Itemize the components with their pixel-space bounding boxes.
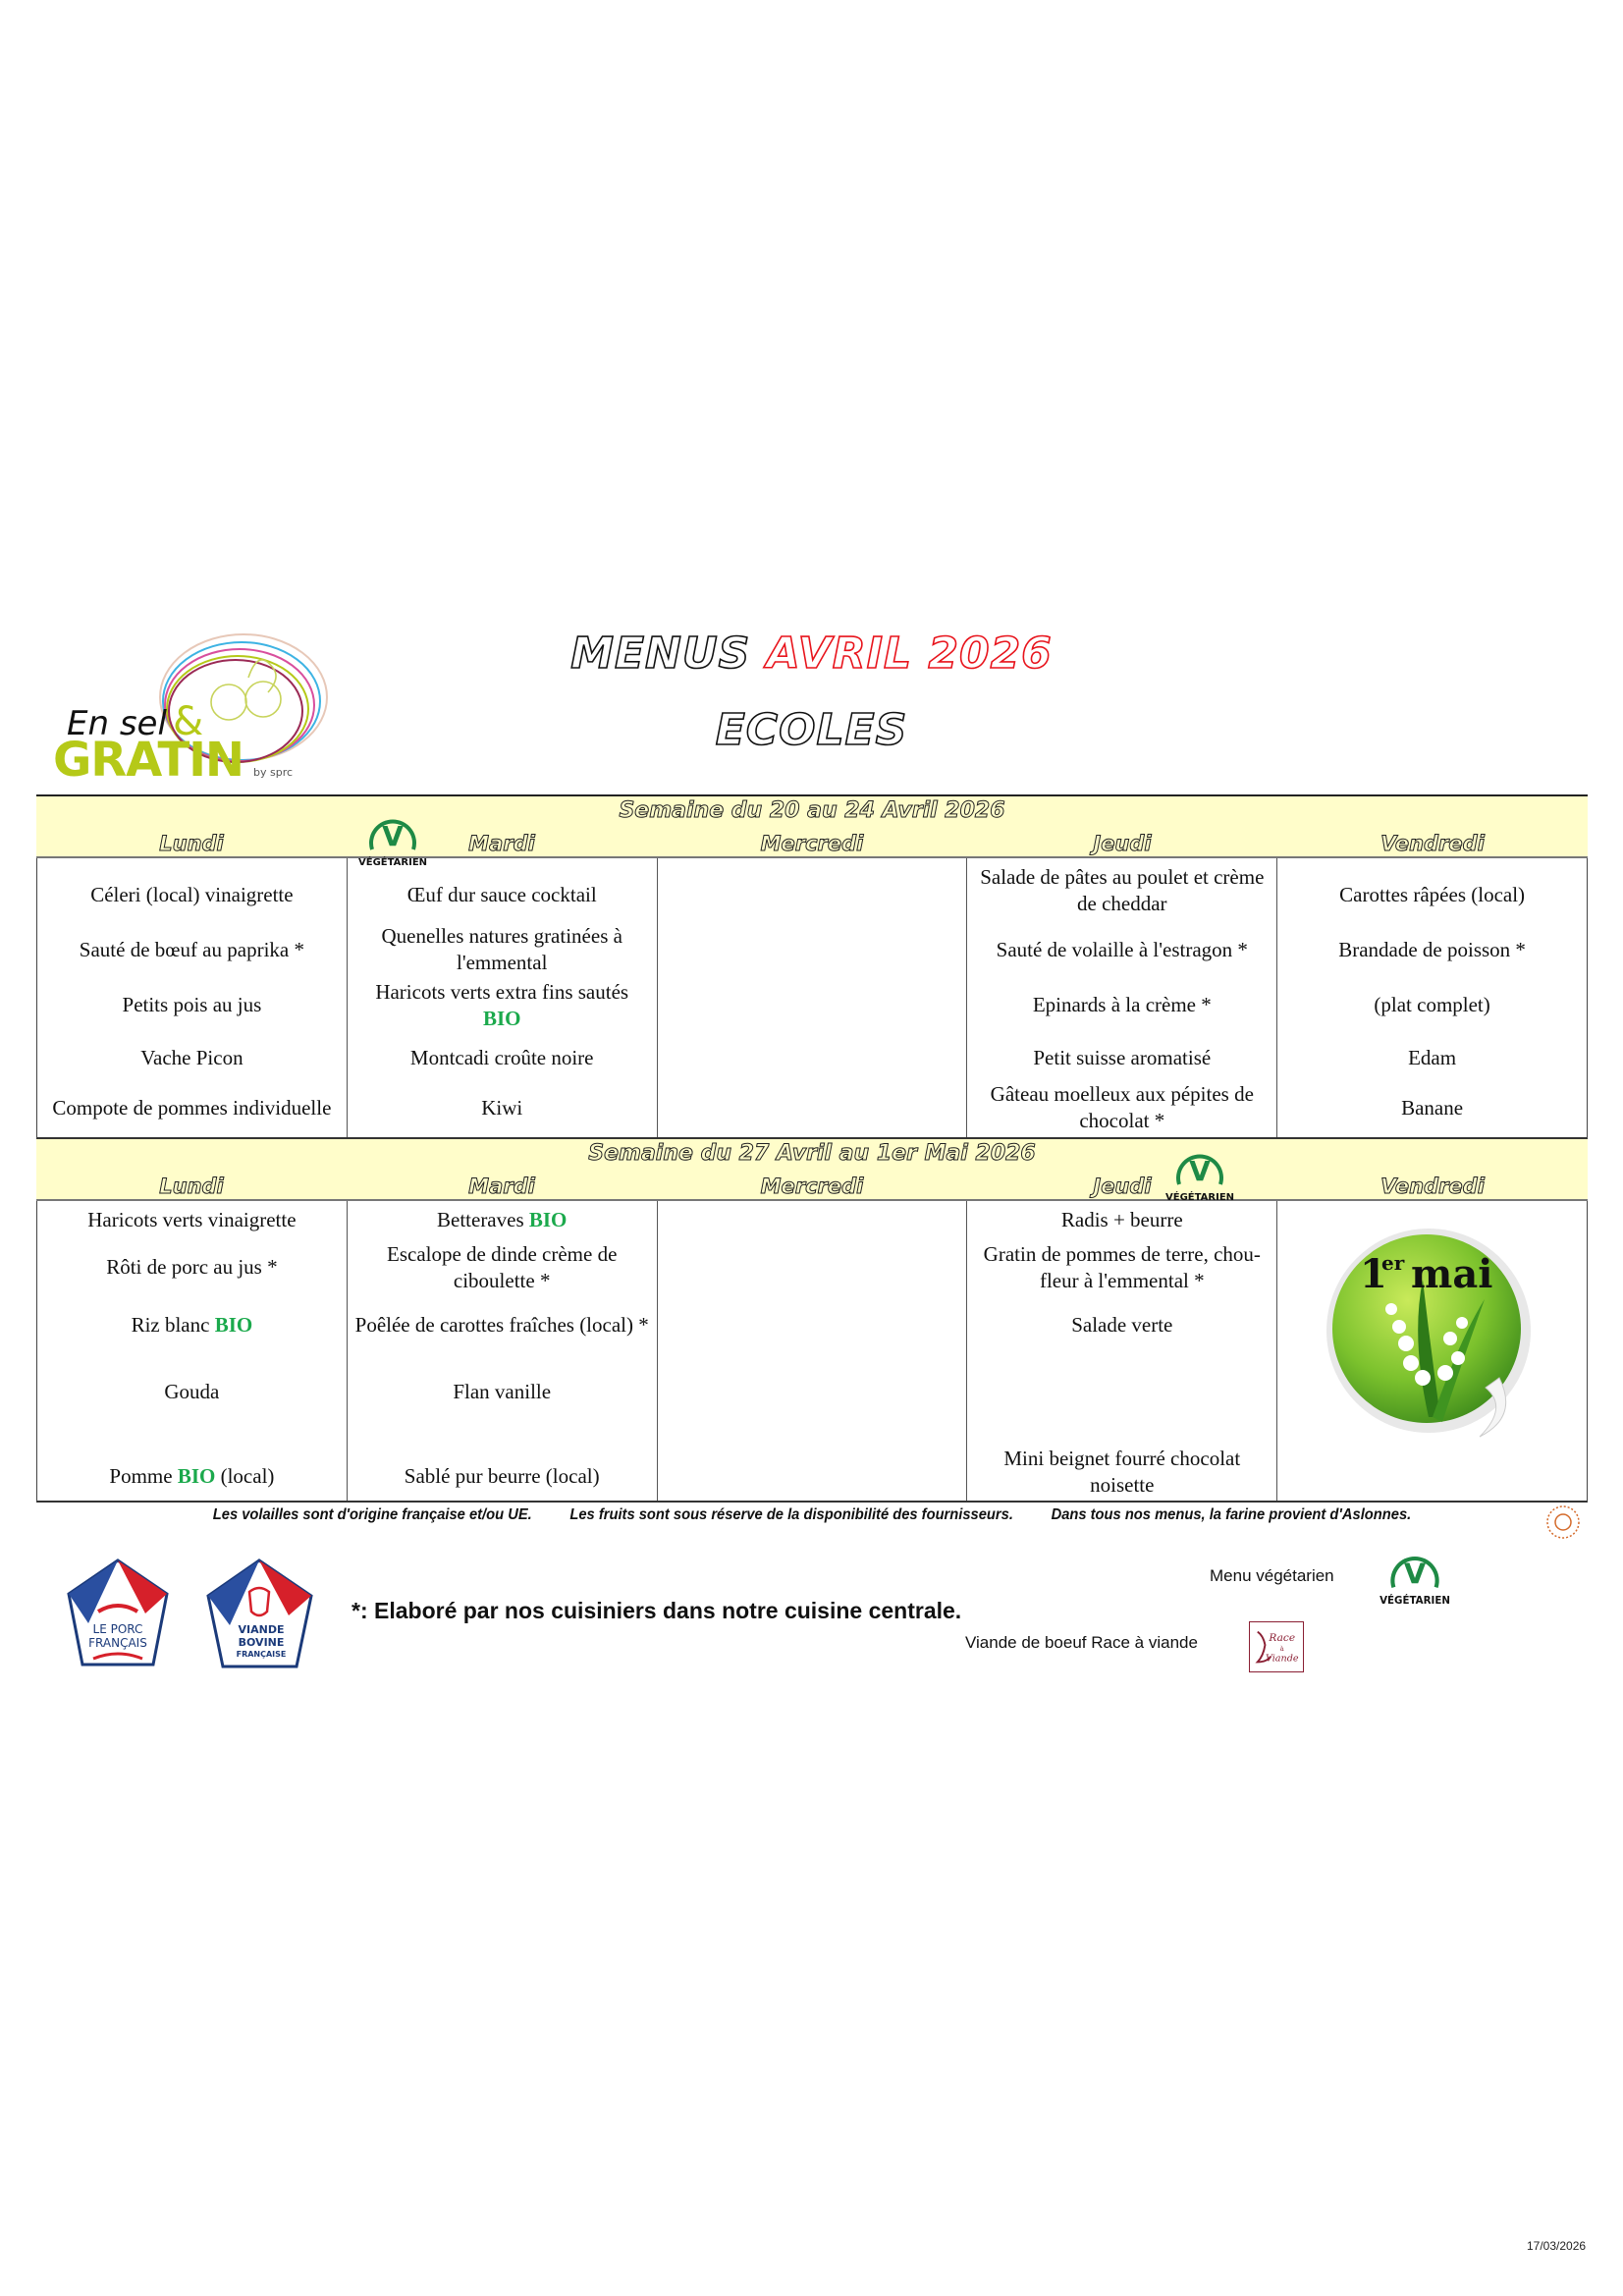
svg-text:1: 1: [1360, 1251, 1388, 1297]
dish: Céleri (local) vinaigrette: [90, 882, 294, 906]
dish-text: Pomme: [109, 1463, 173, 1488]
vegetarian-legend-icon: [1380, 1543, 1450, 1606]
menu-day-jeudi: [967, 1201, 1277, 1501]
dish: Flan vanille: [453, 1379, 552, 1403]
dish: Sablé pur beurre (local): [404, 1463, 600, 1488]
week-2-body: [36, 1201, 1588, 1503]
svg-text:LE PORC: LE PORC: [92, 1622, 143, 1636]
svg-text:V: V: [1403, 1557, 1427, 1591]
dish: Rôti de porc au jus *: [106, 1254, 278, 1279]
day-mercredi: Mercredi: [760, 1175, 864, 1198]
dish-suffix: (local): [220, 1463, 275, 1488]
dish: Sauté de volaille à l'estragon *: [996, 937, 1248, 961]
svg-text:GRATIN: GRATIN: [53, 733, 244, 788]
svg-text:FRANÇAIS: FRANÇAIS: [88, 1636, 147, 1650]
race-a-viande-legend-label: Viande de boeuf Race à viande: [965, 1633, 1198, 1652]
day-vendredi: Vendredi: [1380, 1175, 1485, 1198]
dish-text: Haricots verts extra fins sautés: [375, 980, 629, 1004]
dish: Sauté de bœuf au paprika *: [79, 937, 304, 961]
1er-mai-holiday-badge-icon: [1313, 1221, 1548, 1451]
menu-day-vendredi: [1277, 1201, 1587, 1501]
aslonnes-stamp-icon: [1543, 1503, 1583, 1542]
svg-text:V: V: [382, 820, 404, 852]
dish: Quenelles natures gratinées à l'emmental: [381, 924, 622, 974]
dish: Escalope de dinde crème de ciboulette *: [387, 1242, 618, 1292]
dish: Kiwi: [481, 1095, 523, 1120]
footnote-fruits: Les fruits sont sous réserve de la disponibilité des fournisseurs.: [569, 1506, 1013, 1523]
week-2-title: Semaine du 27 Avril au 1er Mai 2026: [588, 1141, 1036, 1166]
page-title: [0, 629, 1623, 679]
dish: Brandade de poisson *: [1338, 937, 1526, 961]
day-lundi: Lundi: [159, 832, 224, 855]
title-prefix: MENUS: [570, 629, 751, 679]
bio-label: BIO: [177, 1463, 216, 1488]
svg-text:FRANÇAISE: FRANÇAISE: [236, 1650, 287, 1659]
menu-day-mardi: [348, 858, 658, 1137]
dish: [352, 1205, 653, 1234]
svg-text:VÉGÉTARIEN: VÉGÉTARIEN: [1380, 1594, 1450, 1606]
day-mercredi: Mercredi: [760, 832, 864, 855]
dish: Radis + beurre: [1060, 1207, 1183, 1231]
dish: Gâteau moelleux aux pépites de chocolat *: [990, 1082, 1254, 1132]
bio-label: BIO: [482, 1007, 521, 1030]
day-lundi: Lundi: [159, 1175, 224, 1198]
week-2-header: [36, 1139, 1588, 1201]
bio-label: BIO: [214, 1312, 253, 1337]
dish: Montcadi croûte noire: [409, 1045, 594, 1069]
svg-text:En sel: En sel: [67, 704, 167, 743]
svg-text:Race: Race: [1269, 1632, 1296, 1645]
dish: Gouda: [164, 1379, 220, 1403]
svg-text:BOVINE: BOVINE: [238, 1636, 285, 1649]
menu-day-mercredi: [658, 1201, 968, 1501]
dish: [971, 1372, 1272, 1411]
document-date: 17/03/2026: [1527, 2239, 1587, 2253]
dish: Compote de pommes individuelle: [52, 1095, 332, 1120]
footnotes: [98, 1506, 1526, 1524]
dish: Poêlée de carottes fraîches (local) *: [354, 1312, 649, 1337]
menu-day-mardi: [348, 1201, 658, 1501]
dish: [352, 978, 653, 1033]
svg-text:VÉGÉTARIEN: VÉGÉTARIEN: [358, 857, 427, 867]
svg-text:by sprc: by sprc: [253, 766, 294, 779]
title-month: AVRIL 2026: [766, 629, 1053, 679]
week-1-header: [36, 794, 1588, 867]
footnote-farine: Dans tous nos menus, la farine provient d'Aslonnes.: [1051, 1506, 1412, 1523]
dish: Salade verte: [1071, 1312, 1173, 1337]
dish: Petit suisse aromatisé: [1033, 1045, 1212, 1069]
dish: Banane: [1401, 1095, 1464, 1120]
svg-text:er: er: [1381, 1251, 1405, 1275]
dish: Haricots verts vinaigrette: [87, 1207, 297, 1231]
dish: Vache Picon: [140, 1045, 243, 1069]
race-a-viande-logo: [1249, 1621, 1304, 1672]
week-1-body: [36, 858, 1588, 1139]
menu-day-vendredi: [1277, 858, 1587, 1137]
day-jeudi: Jeudi: [1093, 832, 1152, 855]
dish: [41, 1297, 343, 1352]
dish: Epinards à la crème *: [1032, 992, 1212, 1016]
day-vendredi: Vendredi: [1380, 832, 1485, 855]
bio-label: BIO: [528, 1207, 568, 1231]
svg-text:Viande: Viande: [1265, 1653, 1299, 1665]
footnote-volailles: Les volailles sont d'origine française et/ou UE.: [212, 1506, 532, 1523]
page-subtitle: ECOLES: [715, 705, 908, 755]
viande-bovine-francaise-logo: [198, 1555, 321, 1672]
menu-vegetarien-legend-label: Menu végétarien: [1210, 1566, 1334, 1585]
elabore-note: *: Elaboré par nos cuisiniers dans notre cuisine centrale.: [352, 1598, 962, 1623]
dish: Salade de pâtes au poulet et crème de cheddar: [980, 865, 1265, 915]
svg-text:VIANDE: VIANDE: [238, 1623, 285, 1636]
svg-text:V: V: [1189, 1155, 1211, 1187]
week-1-title: Semaine du 20 au 24 Avril 2026: [619, 798, 1005, 823]
day-jeudi: Jeudi: [1093, 1175, 1152, 1198]
dish: Edam: [1408, 1045, 1457, 1069]
dish: [41, 1458, 343, 1494]
dish-text: Betteraves: [437, 1207, 524, 1231]
day-mardi: Mardi: [468, 1175, 535, 1198]
svg-text:&: &: [173, 699, 204, 744]
dish: Mini beignet fourré chocolat noisette: [1003, 1447, 1241, 1497]
menu-day-lundi: [37, 1201, 348, 1501]
svg-text:à: à: [1279, 1644, 1284, 1653]
vegetarian-badge-icon: [1165, 1141, 1234, 1202]
svg-text:mai: mai: [1411, 1251, 1493, 1297]
svg-text:VÉGÉTARIEN: VÉGÉTARIEN: [1165, 1192, 1234, 1202]
dish-text: Riz blanc: [131, 1312, 210, 1337]
dish: Petits pois au jus: [122, 992, 262, 1016]
menu-day-jeudi: [967, 858, 1277, 1137]
dish: (plat complet): [1374, 992, 1490, 1016]
menu-day-lundi: [37, 858, 348, 1137]
menu-day-mercredi: [658, 858, 968, 1137]
dish: Œuf dur sauce cocktail: [406, 882, 597, 906]
le-porc-francais-logo: [59, 1555, 177, 1670]
menu-table: [36, 794, 1588, 1503]
dish: Gratin de pommes de terre, chou-fleur à l'emmental *: [983, 1242, 1261, 1292]
day-mardi: Mardi: [468, 832, 535, 855]
dish: Carottes râpées (local): [1339, 882, 1526, 906]
